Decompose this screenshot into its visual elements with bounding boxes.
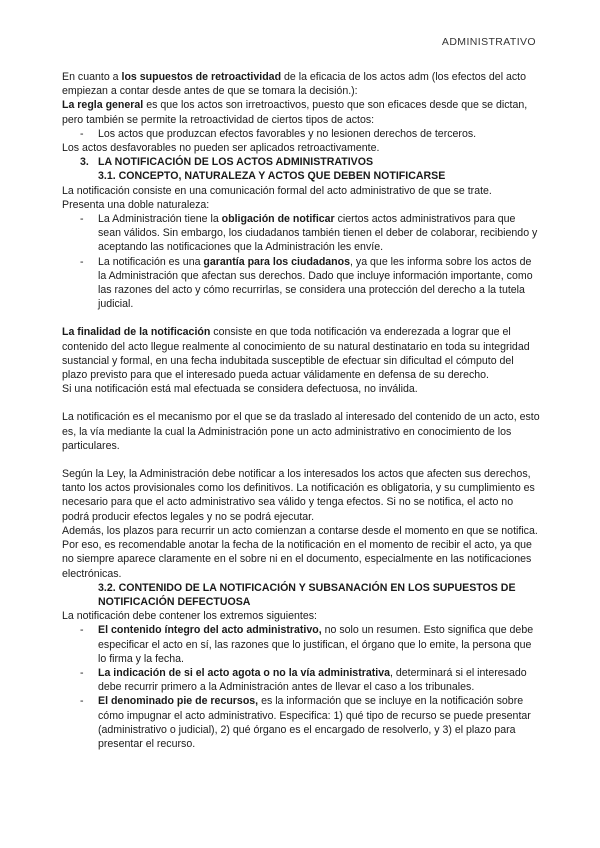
defective-paragraph: Si una notificación está mal efectuada se considera defectuosa, no inválida. (62, 383, 418, 396)
contents-intro: La notificación debe contener los extremos siguientes: (62, 610, 317, 623)
section-3-heading: 3. LA NOTIFICACIÓN DE LOS ACTOS ADMINISTRATIVOS (80, 156, 374, 169)
unfavourable-acts-paragraph: Los actos desfavorables no pueden ser aplicados retroactivamente. (62, 142, 380, 155)
list-item: - Los actos que produzcan efectos favorables y no lesionen derechos de terceros. (80, 127, 477, 140)
deadlines-paragraph: Además, los plazos para recurrir un acto comienzan a contarse desde el momento en que se notifica. Por eso, es recomendable anotar la fecha de la notificación en el momento de recibir el acto, ya que no siempre aparece claramente en el sobre ni en el documento, especialmente en las notificaciones electrónicas. (62, 524, 538, 580)
section-3-1-heading: 3.1. CONCEPTO, NATURALEZA Y ACTOS QUE DEBEN NOTIFICARSE (98, 170, 446, 183)
section-3-2-heading: 3.2. CONTENIDO DE LA NOTIFICACIÓN Y SUBSANACIÓN EN LOS SUPUESTOS DE NOTIFICACIÓN DEFECTUOSA (98, 581, 516, 608)
double-nature-list (62, 212, 540, 311)
document-body (62, 70, 540, 751)
mechanism-paragraph: La notificación es el mecanismo por el que se da traslado al interesado del contenido de un acto, esto es, la vía mediante la cual la Administración pone un acto administrativo en conocimiento de los particulares. (62, 411, 540, 452)
contents-list (62, 623, 540, 751)
list-item: - La indicación de si el acto agota o no la vía administrativa, determinará si el interesado debe recurrir primero a la Administración antes de llevar el caso a los tribunales. (80, 666, 527, 694)
page-header: ADMINISTRATIVO (441, 36, 536, 48)
double-nature-intro: Presenta una doble naturaleza: (62, 198, 210, 211)
retroactive-list (62, 127, 540, 141)
law-paragraph: Según la Ley, la Administración debe notificar a los interesados los actos que afecten sus derechos, tanto los actos provisionales como los definitivos. La notificación es obligatoria, y su cumplimiento es necesario para que el acto administrativo sea válido y tenga efectos. Si no se notifica, el acto no podrá producir efectos legales y no se podrá ejecutar. (62, 468, 535, 523)
list-item: - El contenido íntegro del acto administrativo, no solo un resumen. Esto significa que debe especificar el acto en sí, las razones que lo justifican, el órgano que lo emite, la persona que lo firma y la fecha. (80, 624, 534, 665)
notification-definition: La notificación consiste en una comunicación formal del acto administrativo de que se trate. (62, 184, 492, 197)
general-rule-paragraph: La regla general es que los actos son irretroactivos, puesto que son eficaces desde que se dictan, pero también se permite la retroactividad de ciertos tipos de actos: (62, 99, 528, 126)
list-item: - El denominado pie de recursos, es la información que se incluye en la notificación sobre cómo impugnar el acto administrativo. Especifica: 1) qué tipo de recurso se puede presentar (administrativo o judicial), 2) qué órgano es el encargado de resolverlo, y 3) el plazo para presentar el recurso. (80, 695, 531, 750)
list-item: - La notificación es una garantía para los ciudadanos, ya que les informa sobre los actos de la Administración que afectan sus derechos. Dado que incluye información importante, como las razones del acto y cómo recurrirlas, se considera una protección del derecho a la tutela judicial. (80, 255, 533, 311)
retroactivity-paragraph: En cuanto a los supuestos de retroactividad de la eficacia de los actos adm (los efectos del acto empiezan a contar desde antes de que se tomara la decisión.): (62, 71, 527, 98)
purpose-paragraph: La finalidad de la notificación consiste en que toda notificación va enderezada a lograr que el contenido del acto llegue realmente al conocimiento de su natural destinatario en toda su integridad sustancial y formal, en una fecha indubitada susceptible de efectuar sin dificultad el cómputo del plazo previsto para que el interesado pueda actuar válidamente en defensa de su derecho. (62, 326, 530, 382)
list-item: - La Administración tiene la obligación de notificar ciertos actos administrativos para que sean válidos. Sin embargo, los ciudadanos también tienen el deber de colaborar, recibiendo y aceptando las notificaciones que la Administración les envíe. (80, 213, 538, 254)
